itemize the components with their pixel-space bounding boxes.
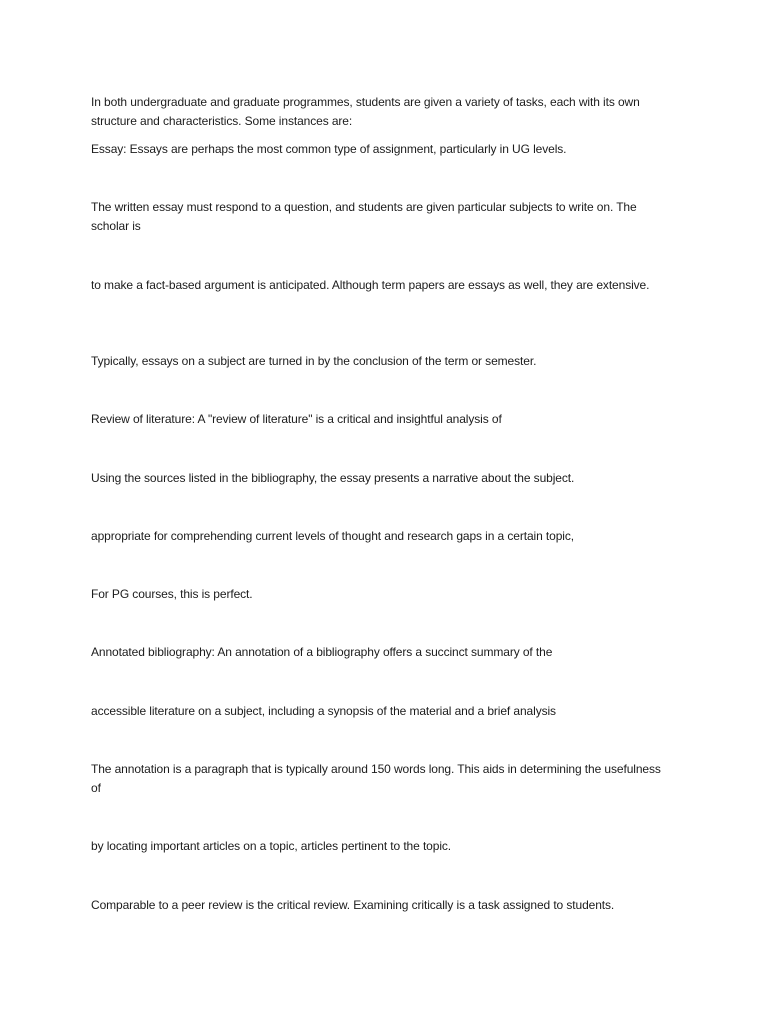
paragraph-critical-review: Comparable to a peer review is the critical review. Examining critically is a task assigned to students. (91, 898, 615, 912)
paragraph-annotated-bibliography: Annotated bibliography: An annotation of a bibliography offers a succinct summary of the (91, 645, 553, 659)
paragraph-intro: In both undergraduate and graduate programmes, students are given a variety of tasks, each with its own structure and characteristics. Some instances are: (91, 95, 640, 128)
paragraph-fact-based: to make a fact-based argument is anticipated. Although term papers are essays as well, they are extensive. (91, 278, 650, 292)
paragraph-written-essay: The written essay must respond to a question, and students are given particular subjects to write on. The scholar is (91, 200, 637, 233)
paragraph-term-semester: Typically, essays on a subject are turned in by the conclusion of the term or semester. (91, 354, 537, 368)
paragraph-annotation-length: The annotation is a paragraph that is typically around 150 words long. This aids in determining the usefulness of (91, 762, 661, 795)
paragraph-sources: Using the sources listed in the bibliography, the essay presents a narrative about the subject. (91, 471, 575, 485)
paragraph-review-literature: Review of literature: A "review of literature" is a critical and insightful analysis of (91, 412, 502, 426)
paragraph-appropriate: appropriate for comprehending current levels of thought and research gaps in a certain topic, (91, 529, 574, 543)
paragraph-essay: Essay: Essays are perhaps the most common type of assignment, particularly in UG levels. (91, 142, 567, 156)
paragraph-accessible-literature: accessible literature on a subject, including a synopsis of the material and a brief analysis (91, 704, 556, 718)
paragraph-locating-articles: by locating important articles on a topic, articles pertinent to the topic. (91, 839, 452, 853)
paragraph-pg-courses: For PG courses, this is perfect. (91, 587, 253, 601)
